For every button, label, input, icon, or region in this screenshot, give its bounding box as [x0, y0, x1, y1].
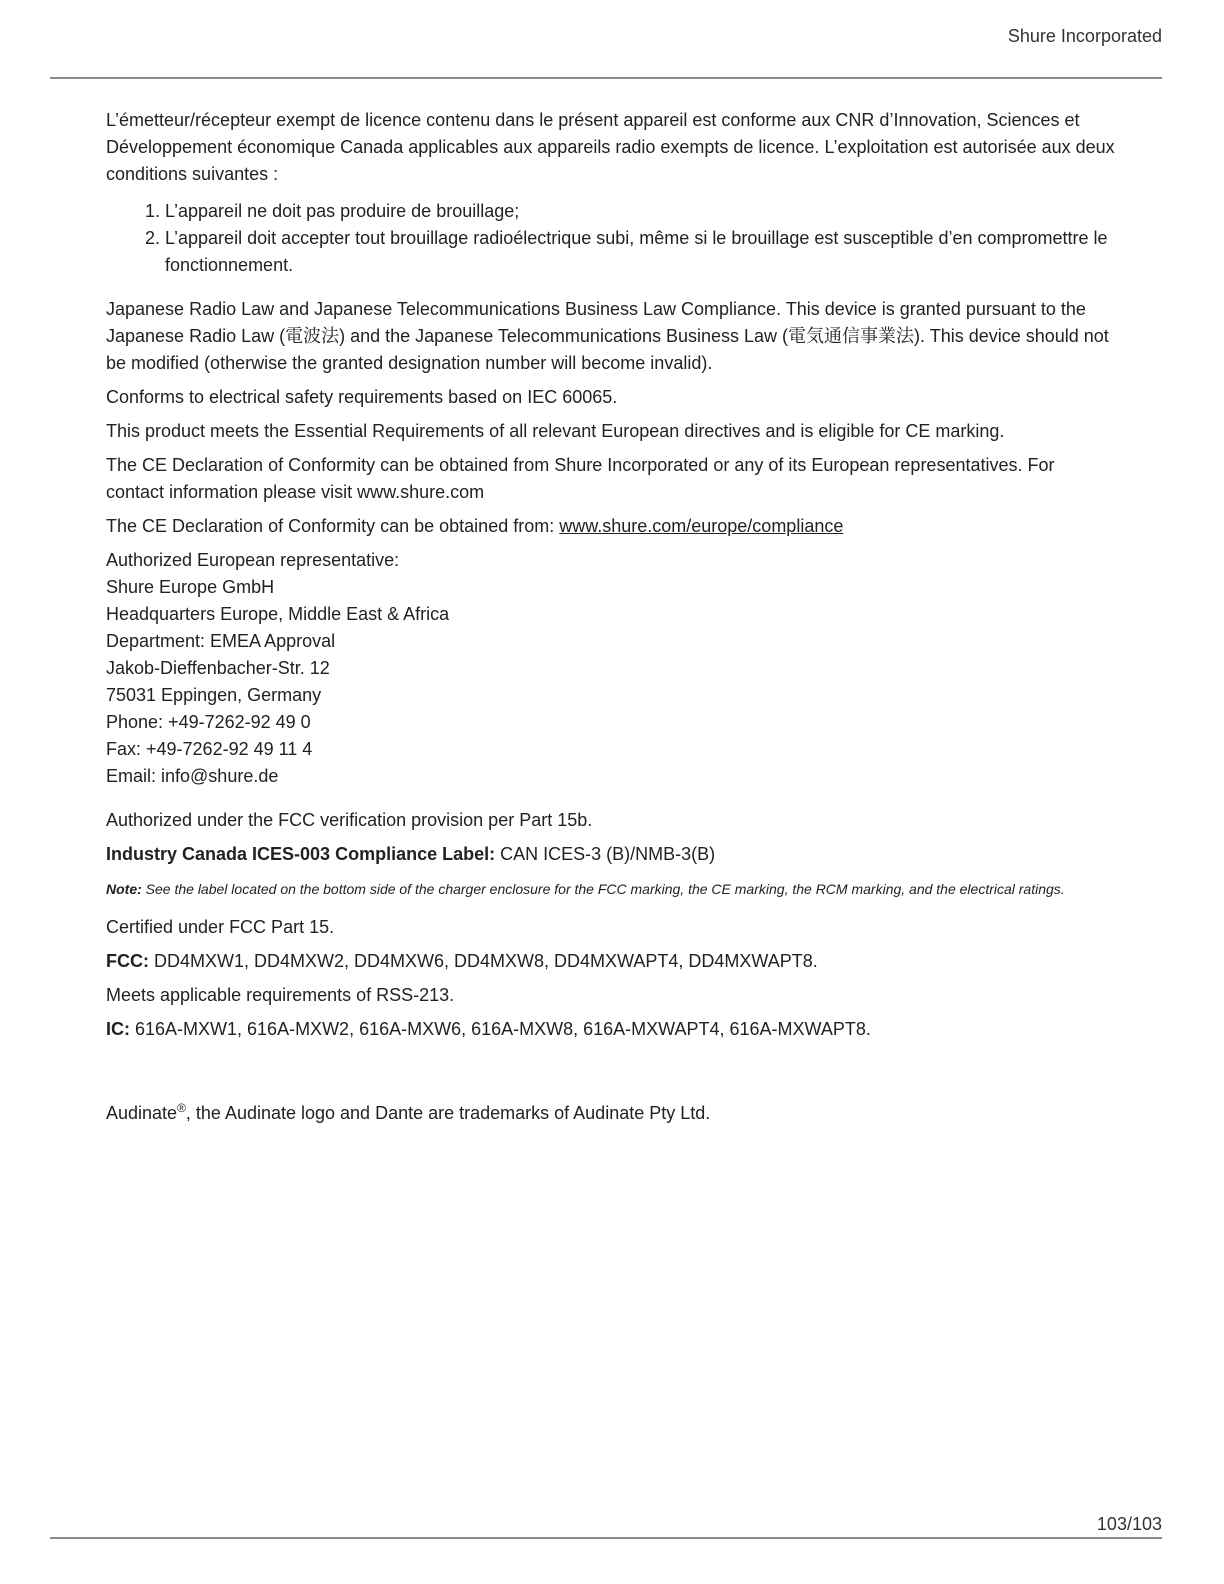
eu-representative-address	[106, 547, 1116, 790]
page-number: 103/103	[1096, 1514, 1162, 1534]
note-paragraph	[106, 876, 1116, 903]
fcc-certified-paragraph: Certified under FCC Part 15.	[106, 917, 335, 937]
section-spacer	[106, 1050, 1116, 1100]
note-text: See the label located on the bottom side of the charger enclosure for the FCC marking, the CE marking, the RCM marking, and the electrical ratings.	[141, 881, 1065, 897]
ic-ids-paragraph	[106, 1016, 1116, 1043]
ce-essential-paragraph: This product meets the Essential Requirements of all relevant European directives and is eligible for CE marking.	[106, 421, 1005, 441]
address-line: Jakob-Dieffenbacher-Str. 12	[106, 658, 330, 678]
ic-label-paragraph	[106, 841, 1116, 868]
page-footer	[50, 1506, 1162, 1539]
conditions-list	[106, 198, 1116, 279]
ce-obtain-text: The CE Declaration of Conformity can be obtained from:	[106, 516, 560, 536]
ce-contact-paragraph: The CE Declaration of Conformity can be obtained from Shure Incorporated or any of its European representatives. For contact information please visit www.shure.com	[106, 455, 1055, 502]
rss-paragraph: Meets applicable requirements of RSS-213.	[106, 985, 455, 1005]
fcc-ids-paragraph	[106, 948, 1116, 975]
fcc-label: FCC:	[106, 951, 149, 971]
header-company-name: Shure Incorporated	[1007, 26, 1162, 46]
address-line: Phone: +49-7262-92 49 0	[106, 712, 311, 732]
ic-ids: 616A-MXW1, 616A-MXW2, 616A-MXW6, 616A-MXW8, 616A-MXWAPT4, 616A-MXWAPT8.	[130, 1019, 871, 1039]
iec-paragraph: Conforms to electrical safety requirements based on IEC 60065.	[106, 387, 618, 407]
ce-obtain-paragraph	[106, 513, 1116, 540]
trademark-text: , the Audinate logo and Dante are trademarks of Audinate Pty Ltd.	[185, 1103, 711, 1123]
page-header	[50, 0, 1162, 79]
address-line: 75031 Eppingen, Germany	[106, 685, 322, 705]
address-line: Shure Europe GmbH	[106, 577, 275, 597]
canada-intro-paragraph: L’émetteur/récepteur exempt de licence contenu dans le présent appareil est conforme aux CNR d’Innovation, Sciences et Développement économique Canada applicables aux appareils radio exempts de licence. L’exploitation est autorisée aux deux conditions suivantes :	[106, 110, 1115, 184]
japan-compliance-paragraph: Japanese Radio Law and Japanese Telecommunications Business Law Compliance. This device is granted pursuant to the Japanese Radio Law (電波法) and the Japanese Telecommunications Business Law (電気通信事業法). This device should not be modified (otherwise the granted designation number will become invalid).	[106, 299, 1109, 373]
document-body	[106, 107, 1116, 1134]
note-label: Note:	[106, 881, 142, 897]
address-line: Headquarters Europe, Middle East & Africa	[106, 604, 450, 624]
registered-mark: ®	[177, 1101, 186, 1115]
ic-label-heading: Industry Canada ICES-003 Compliance Label:	[106, 844, 496, 864]
compliance-link[interactable]: www.shure.com/europe/compliance	[559, 516, 844, 536]
list-item: 1. L’appareil ne doit pas produire de brouillage;	[165, 198, 1116, 225]
trademark-paragraph	[106, 1100, 1116, 1127]
ic-label: IC:	[106, 1019, 130, 1039]
address-line: Authorized European representative:	[106, 550, 400, 570]
trademark-brand: Audinate	[106, 1103, 178, 1123]
list-item: 2. L’appareil doit accepter tout brouillage radioélectrique subi, même si le brouillage est susceptible d’en compromettre le fonctionnement.	[165, 225, 1116, 279]
address-line: Department: EMEA Approval	[106, 631, 336, 651]
fcc-ids: DD4MXW1, DD4MXW2, DD4MXW6, DD4MXW8, DD4MXWAPT4, DD4MXWAPT8.	[149, 951, 818, 971]
fcc-verification-paragraph: Authorized under the FCC verification provision per Part 15b.	[106, 810, 593, 830]
ic-label-value: CAN ICES-3 (B)/NMB-3(B)	[495, 844, 716, 864]
address-line: Fax: +49-7262-92 49 11 4	[106, 739, 313, 759]
address-line: Email: info@shure.de	[106, 766, 279, 786]
